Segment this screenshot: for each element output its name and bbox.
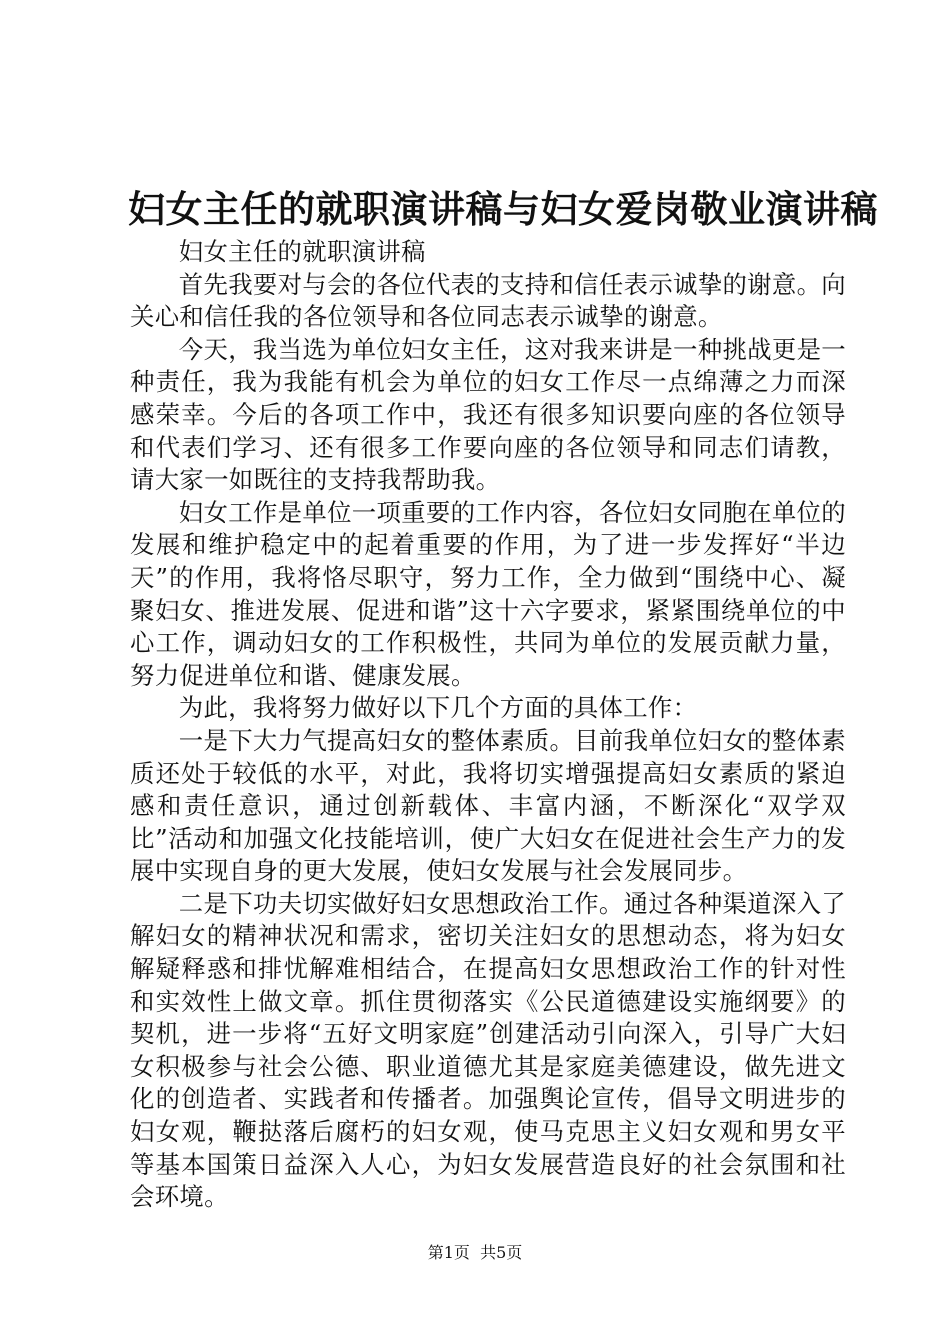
document-title: 妇女主任的就职演讲稿与妇女爱岗敬业演讲稿 (128, 187, 878, 231)
body-paragraph: 一是下大力气提高妇女的整体素质。目前我单位妇女的整体素质还处于较低的水平，对此，我将切实增强提高妇女素质的紧迫感和责任意识，通过创新载体、丰富内涵，不断深化“双学双比”活动和加强文化技能培训，使广大妇女在促进社会生产力的发展中实现自身的更大发展，使妇女发展与社会发展同步。 (130, 725, 846, 886)
body-paragraph: 首先我要对与会的各位代表的支持和信任表示诚挚的谢意。向关心和信任我的各位领导和各位同志表示诚挚的谢意。 (130, 269, 846, 332)
subtitle-paragraph: 妇女主任的就职演讲稿 (178, 237, 426, 266)
body-paragraph: 为此，我将努力做好以下几个方面的具体工作： (178, 693, 698, 723)
document-body (130, 236, 846, 1214)
body-paragraph: 妇女工作是单位一项重要的工作内容，各位妇女同胞在单位的发展和维护稳定中的起着重要的作用，为了进一步发挥好“半边天”的作用，我将恪尽职守，努力工作，全力做到“围绕中心、凝聚妇女、推进发展、促进和谐”这十六字要求，紧紧围绕单位的中心工作，调动妇女的工作积极性，共同为单位的发展贡献力量，努力促进单位和谐、健康发展。 (130, 497, 846, 690)
page-number-footer: 第1页 共5页 (427, 1243, 523, 1262)
body-paragraph: 今天，我当选为单位妇女主任，这对我来讲是一种挑战更是一种责任，我为我能有机会为单位的妇女工作尽一点绵薄之力而深感荣幸。今后的各项工作中，我还有很多知识要向座的各位领导和代表们学习、还有很多工作要向座的各位领导和同志们请教，请大家一如既往的支持我帮助我。 (130, 334, 846, 495)
body-paragraph: 二是下功夫切实做好妇女思想政治工作。通过各种渠道深入了解妇女的精神状况和需求，密切关注妇女的思想动态，将为妇女解疑释惑和排忧解难相结合，在提高妇女思想政治工作的针对性和实效性上做文章。抓住贯彻落实《公民道德建设实施纲要》的契机，进一步将“五好文明家庭”创建活动引向深入，引导广大妇女积极参与社会公德、职业道德尤其是家庭美德建设，做先进文化的创造者、实践者和传播者。加强舆论宣传，倡导文明进步的妇女观，鞭挞落后腐朽的妇女观，使马克思主义妇女观和男女平等基本国策日益深入人心，为妇女发展营造良好的社会氛围和社会环境。 (130, 888, 846, 1212)
